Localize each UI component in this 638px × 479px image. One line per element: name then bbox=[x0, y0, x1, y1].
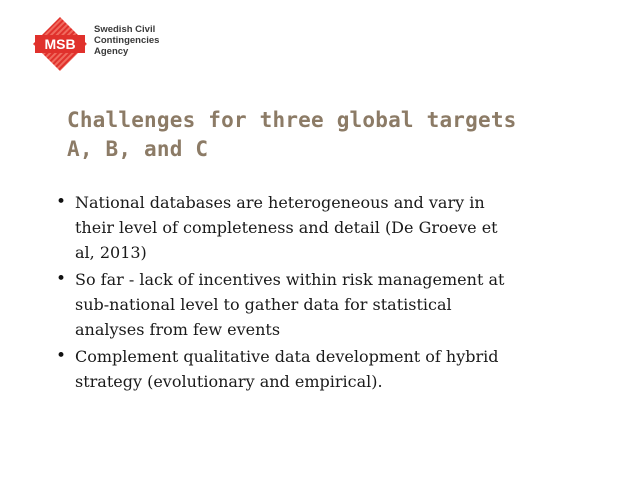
bullet-line: al, 2013) bbox=[75, 243, 147, 262]
bullet-dot-icon: • bbox=[56, 346, 67, 366]
bullet-line: sub-national level to gather data for statistical bbox=[75, 295, 452, 314]
msb-logo-mark-icon bbox=[32, 16, 88, 72]
logo-line: Swedish Civil bbox=[94, 24, 156, 35]
bullet-list bbox=[56, 190, 601, 396]
bullet-line: analyses from few events bbox=[75, 320, 281, 339]
bullet-dot-icon: • bbox=[56, 192, 67, 212]
logo-line: Contingencies bbox=[94, 35, 160, 46]
slide-title-line: Challenges for three global targets bbox=[67, 108, 517, 132]
bullet-line: their level of completeness and detail (De Groeve et bbox=[75, 218, 498, 237]
bullet-line: So far - lack of incentives within risk management at bbox=[75, 270, 505, 289]
logo-agency-name bbox=[94, 24, 204, 57]
bullet-line: National databases are heterogeneous and vary in bbox=[75, 193, 485, 212]
bullet-dot-icon: • bbox=[56, 269, 67, 289]
msb-logo bbox=[32, 16, 272, 74]
slide-title bbox=[67, 106, 607, 164]
slide-title-line: A, B, and C bbox=[67, 137, 209, 161]
bullet-line: Complement qualitative data development of hybrid bbox=[75, 347, 499, 366]
bullet-line: strategy (evolutionary and empirical). bbox=[75, 372, 383, 391]
bullet-item bbox=[56, 190, 601, 265]
bullet-item bbox=[56, 344, 601, 394]
bullet-item bbox=[56, 267, 601, 342]
logo-mark-text: MSB bbox=[44, 36, 76, 52]
logo-line: Agency bbox=[94, 46, 129, 57]
